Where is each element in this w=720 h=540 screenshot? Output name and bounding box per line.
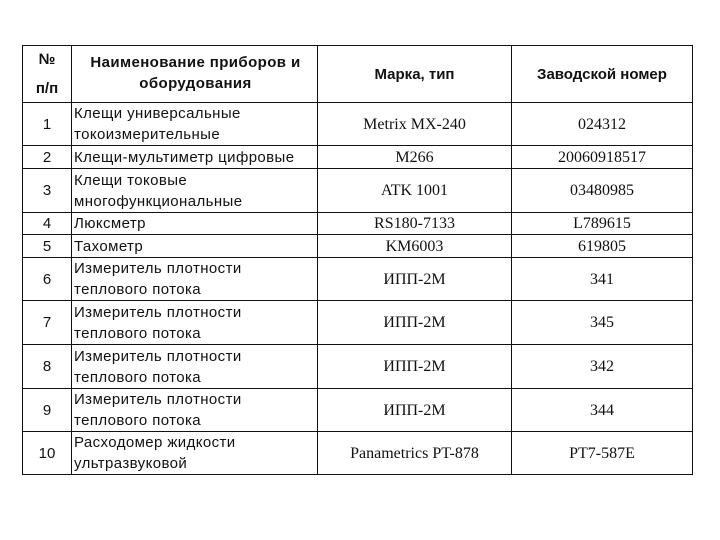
row-serial: 345 xyxy=(512,301,693,345)
row-brand: KM6003 xyxy=(318,235,512,258)
equipment-table xyxy=(22,45,693,475)
row-serial: 024312 xyxy=(512,103,693,146)
table-row xyxy=(23,301,693,345)
row-name xyxy=(72,146,318,169)
row-number: 5 xyxy=(23,235,72,258)
row-name xyxy=(72,432,318,475)
table-row xyxy=(23,258,693,301)
row-number: 8 xyxy=(23,345,72,389)
row-serial: PT7-587E xyxy=(512,432,693,475)
table-row xyxy=(23,146,693,169)
row-number: 9 xyxy=(23,389,72,432)
row-name xyxy=(72,103,318,146)
header-number-line2: п/п xyxy=(35,80,59,97)
row-name-line2: теплового потока xyxy=(74,281,202,298)
row-number: 2 xyxy=(23,146,72,169)
row-name xyxy=(72,389,318,432)
table-row xyxy=(23,345,693,389)
row-name-line1: Измеритель плотности xyxy=(74,260,242,277)
row-brand: ИПП-2М xyxy=(318,389,512,432)
header-brand: Марка, тип xyxy=(318,46,512,103)
row-name-line1: Тахометр xyxy=(74,237,144,255)
header-name xyxy=(72,46,318,103)
row-name-line1: Измеритель плотности xyxy=(74,391,242,408)
row-brand: M266 xyxy=(318,146,512,169)
header-name-line2: оборудования xyxy=(139,75,252,92)
row-serial: 341 xyxy=(512,258,693,301)
row-number: 10 xyxy=(23,432,72,475)
row-name-line1: Клещи универсальные xyxy=(74,105,241,122)
row-name xyxy=(72,258,318,301)
row-name xyxy=(72,169,318,213)
row-serial: L789615 xyxy=(512,213,693,235)
row-brand: ИПП-2М xyxy=(318,345,512,389)
row-number: 6 xyxy=(23,258,72,301)
table-row xyxy=(23,389,693,432)
row-name-line2: токоизмерительные xyxy=(74,126,221,143)
row-serial: 03480985 xyxy=(512,169,693,213)
header-number xyxy=(23,46,72,103)
row-name-line1: Клещи токовые xyxy=(74,171,188,189)
row-number: 7 xyxy=(23,301,72,345)
row-name-line1: Клещи-мультиметр цифровые xyxy=(74,148,295,166)
row-serial: 342 xyxy=(512,345,693,389)
table-row xyxy=(23,213,693,235)
table-row xyxy=(23,235,693,258)
row-name xyxy=(72,345,318,389)
row-brand: ИПП-2М xyxy=(318,258,512,301)
row-brand: Metrix MX-240 xyxy=(318,103,512,146)
row-brand: ИПП-2М xyxy=(318,301,512,345)
row-name-line1: Расходомер жидкости xyxy=(74,434,236,451)
header-name-line1: Наименование приборов и xyxy=(90,54,301,71)
row-name xyxy=(72,235,318,258)
table-header-row xyxy=(23,46,693,103)
row-name-line2: ультразвуковой xyxy=(74,455,188,472)
row-number: 3 xyxy=(23,169,72,213)
row-name xyxy=(72,213,318,235)
row-brand: RS180-7133 xyxy=(318,213,512,235)
row-name xyxy=(72,301,318,345)
row-serial: 344 xyxy=(512,389,693,432)
row-number: 4 xyxy=(23,213,72,235)
table-row xyxy=(23,103,693,146)
row-number: 1 xyxy=(23,103,72,146)
row-name-line1: Измеритель плотности xyxy=(74,303,242,321)
row-serial: 619805 xyxy=(512,235,693,258)
row-name-line2: теплового потока xyxy=(74,324,202,342)
header-serial: Заводской номер xyxy=(512,46,693,103)
row-name-line1: Люксметр xyxy=(74,215,146,232)
row-name-line2: теплового потока xyxy=(74,412,202,429)
table-row xyxy=(23,432,693,475)
header-number-line1: № xyxy=(38,51,56,68)
row-brand: Panametrics PT-878 xyxy=(318,432,512,475)
row-brand: ATK 1001 xyxy=(318,169,512,213)
row-serial: 20060918517 xyxy=(512,146,693,169)
row-name-line2: теплового потока xyxy=(74,368,202,386)
row-name-line1: Измеритель плотности xyxy=(74,347,242,365)
table-row xyxy=(23,169,693,213)
row-name-line2: многофункциональные xyxy=(74,192,243,210)
